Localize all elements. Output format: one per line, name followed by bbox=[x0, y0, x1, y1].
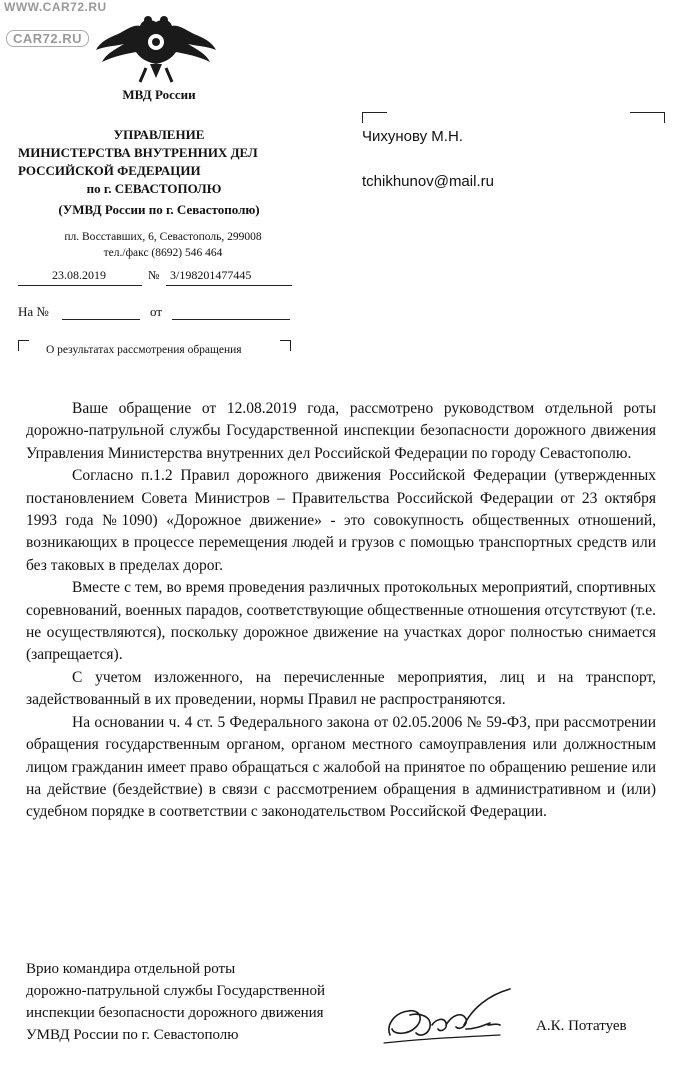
department-line-1: УПРАВЛЕНИЕ bbox=[113, 127, 205, 142]
watermark-logo: CAR72.RU bbox=[6, 30, 89, 47]
signer-name: А.К. Потатуев bbox=[536, 1018, 627, 1034]
recipient-name: Чихунову М.Н. bbox=[362, 128, 463, 145]
reference-label: На № bbox=[18, 304, 49, 319]
reference-from-label: от bbox=[150, 304, 163, 319]
department-abbrev: (УМВД России по г. Севастополю) bbox=[58, 202, 260, 217]
signature-line-2: дорожно-патрульной службы Государственной bbox=[26, 983, 326, 999]
reference-from-underline bbox=[172, 319, 290, 320]
number-underline bbox=[166, 285, 292, 286]
department-line-4: по г. СЕВАСТОПОЛЮ bbox=[86, 181, 222, 196]
subject-corner-right bbox=[280, 340, 291, 351]
letter-body bbox=[26, 398, 656, 824]
handwritten-signature-icon bbox=[380, 985, 530, 1055]
department-address: пл. Восставших, 6, Севастополь, 299008 bbox=[64, 231, 262, 243]
body-paragraph-2: Согласно п.1.2 Правил дорожного движения Российской Федерации (утвержденных постановлением Совета Министров – Правительства Российской Федерации от 23 октября 1993 года №1090) «Дорожное движение» - это совокупность общественных отношений, возникающих в процессе перемещения людей и грузов с помощью транспортных средств или без таковых в пределах дорог. bbox=[26, 467, 656, 574]
eagle-emblem-icon bbox=[96, 12, 216, 84]
signature-line-4: УМВД России по г. Севастополю bbox=[26, 1027, 239, 1043]
body-paragraph-4: С учетом изложенного, на перечисленные мероприятия, лиц и на транспорт, задействованный в их проведении, нормы Правил не распространяются. bbox=[26, 668, 656, 709]
signature-line-1: Врио командира отдельной роты bbox=[26, 961, 236, 977]
reference-underline bbox=[62, 319, 140, 320]
department-phone: тел./факс (8692) 546 464 bbox=[103, 247, 223, 259]
watermark-url: WWW.CAR72.RU bbox=[4, 0, 107, 14]
letter-date: 23.08.2019 bbox=[52, 268, 106, 282]
ministry-name: МВД России bbox=[122, 87, 196, 102]
number-label: № bbox=[148, 268, 160, 282]
department-line-3: РОССИЙСКОЙ ФЕДЕРАЦИИ bbox=[18, 163, 201, 178]
date-underline bbox=[18, 285, 142, 286]
body-paragraph-5: На основании ч. 4 ст. 5 Федерального закона от 02.05.2006 № 59-ФЗ, при рассмотрении обращения государственным органом, органом местного самоуправления или должностным лицом гражданин имеет право обращаться с жалобой на принятое по обращению решение или на действие (бездействие) в связи с рассмотрением обращения в административном и (или) судебном порядке в соответствии с законодательством Российской Федерации. bbox=[26, 713, 656, 821]
subject-corner-left bbox=[18, 340, 29, 351]
letter-subject: О результатах рассмотрения обращения bbox=[46, 344, 242, 356]
body-paragraph-3: Вместе с тем, во время проведения различных протокольных мероприятий, спортивных соревнований, военных парадов, соответствующие общественные отношения отсутствуют (т.е. не осуществляются), поскольку дорожное движение на участках дорог полностью снимается (запрещается). bbox=[26, 579, 656, 664]
signature-line-3: инспекции безопасности дорожного движения bbox=[26, 1005, 324, 1021]
department-line-2: МИНИСТЕРСТВА ВНУТРЕННИХ ДЕЛ bbox=[18, 145, 258, 160]
recipient-corner-left bbox=[362, 112, 387, 123]
letter-number: 3/198201477445 bbox=[170, 268, 252, 282]
body-paragraph-1: Ваше обращение от 12.08.2019 года, рассмотрено руководством отдельной роты дорожно-патрульной службы Государственной инспекции безопасности дорожного движения Управления Министерства внутренних дел Российской Федерации по городу Севастополю. bbox=[26, 400, 656, 462]
recipient-corner-right bbox=[630, 112, 665, 123]
recipient-email: tchikhunov@mail.ru bbox=[362, 173, 494, 190]
